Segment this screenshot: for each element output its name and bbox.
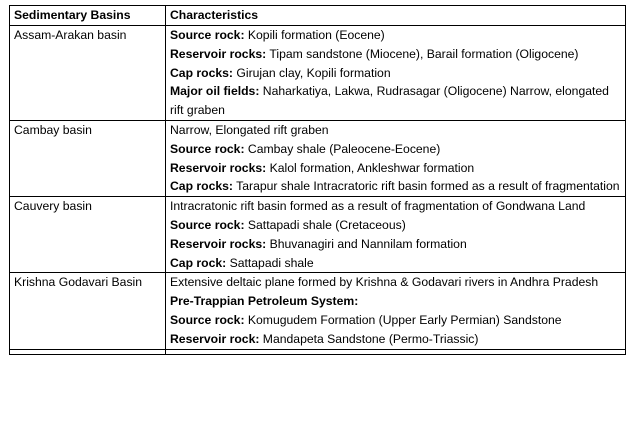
table-row <box>10 120 626 196</box>
characteristic-line <box>170 330 621 349</box>
characteristic-label: Reservoir rocks: <box>170 160 267 175</box>
characteristics-cell <box>166 120 626 196</box>
characteristic-text: Narrow, Elongated rift graben <box>170 122 329 137</box>
characteristic-line <box>170 64 621 83</box>
characteristic-text: Intracratonic rift basin formed as a result of fragmentation of Gondwana Land <box>170 199 586 214</box>
characteristic-text: Sattapadi shale (Cretaceous) <box>244 217 406 232</box>
cut-off-cell <box>10 349 166 354</box>
characteristics-cell <box>166 26 626 121</box>
characteristic-label: Source rock: <box>170 28 245 42</box>
cut-off-cell <box>166 349 626 354</box>
characteristic-text: Bhuvanagiri and Nannilam formation <box>266 236 467 251</box>
characteristic-line <box>170 292 621 311</box>
characteristic-line <box>170 311 621 330</box>
characteristic-text: Tipam sandstone (Miocene), Barail formation (Oligocene) <box>266 46 579 61</box>
characteristic-label: Source rock: <box>170 312 245 327</box>
characteristics-cell <box>166 273 626 349</box>
table-row <box>10 26 626 121</box>
characteristic-line <box>170 197 621 216</box>
characteristic-text: Extensive deltaic plane formed by Krishna & Godavari rivers in Andhra Pradesh <box>170 275 599 290</box>
header-sedimentary-basins: Sedimentary Basins <box>10 6 166 26</box>
characteristic-line <box>170 45 621 64</box>
characteristic-text: Cambay shale (Paleocene-Eocene) <box>244 141 441 156</box>
sedimentary-basins-table <box>9 5 626 355</box>
characteristic-label: Source rock: <box>170 141 245 156</box>
cut-off-row <box>10 349 626 354</box>
characteristic-label: Source rock: <box>170 217 245 232</box>
characteristic-text: Naharkatiya, Lakwa, Rudrasagar (Oligocene) Narrow, elongated rift graben <box>170 84 609 118</box>
characteristic-label: Cap rocks: <box>170 179 233 194</box>
characteristic-label: Reservoir rocks: <box>170 46 267 61</box>
basin-name: Assam-Arakan basin <box>10 26 166 121</box>
characteristic-line <box>170 177 621 196</box>
characteristic-text: Mandapeta Sandstone (Permo-Triassic) <box>259 331 479 346</box>
characteristic-line <box>170 82 621 120</box>
characteristic-label: Reservoir rock: <box>170 331 260 346</box>
characteristic-label: Cap rocks: <box>170 65 233 80</box>
basin-name: Cauvery basin <box>10 197 166 273</box>
basin-name: Cambay basin <box>10 120 166 196</box>
header-characteristics: Characteristics <box>166 6 626 26</box>
characteristic-label: Cap rock: <box>170 255 227 270</box>
characteristic-line <box>170 216 621 235</box>
characteristic-text: Kopili formation (Eocene) <box>244 28 385 42</box>
characteristic-line <box>170 273 621 292</box>
characteristic-label: Reservoir rocks: <box>170 236 267 251</box>
characteristic-line <box>170 159 621 178</box>
characteristic-text: Tarapur shale Intracratoric rift basin formed as a result of fragmentation <box>233 179 620 194</box>
characteristic-line <box>170 26 621 45</box>
characteristic-label: Pre-Trappian Petroleum System: <box>170 294 359 309</box>
characteristic-text: Kalol formation, Ankleshwar formation <box>266 160 475 175</box>
characteristic-text: Girujan clay, Kopili formation <box>233 65 391 80</box>
characteristic-label: Major oil fields: <box>170 84 260 99</box>
characteristic-line <box>170 254 621 273</box>
characteristic-text: Sattapadi shale <box>226 255 314 270</box>
characteristics-cell <box>166 197 626 273</box>
table-row <box>10 197 626 273</box>
characteristic-line <box>170 140 621 159</box>
characteristic-line <box>170 121 621 140</box>
header-row <box>10 6 626 26</box>
characteristic-text: Komugudem Formation (Upper Early Permian) Sandstone <box>244 312 562 327</box>
table-row <box>10 273 626 349</box>
basin-name: Krishna Godavari Basin <box>10 273 166 349</box>
characteristic-line <box>170 235 621 254</box>
